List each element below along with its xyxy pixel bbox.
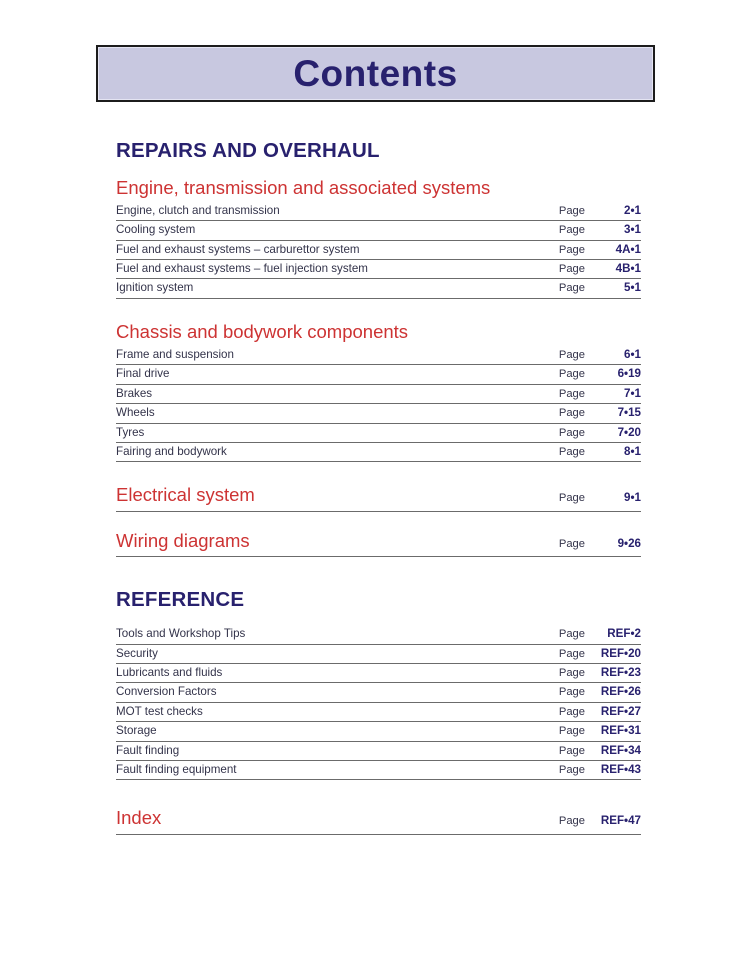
heading-page-word: Page bbox=[558, 815, 585, 828]
entry-page-ref: 3•1 bbox=[624, 223, 641, 237]
entry-page-word: Page bbox=[558, 349, 585, 362]
table-row[interactable] bbox=[116, 722, 641, 741]
entry-label: Engine, clutch and transmission bbox=[116, 203, 280, 217]
table-row[interactable] bbox=[116, 404, 641, 423]
entry-page-word: Page bbox=[558, 445, 585, 458]
table-row[interactable] bbox=[116, 625, 641, 644]
heading-row-index[interactable] bbox=[116, 807, 641, 834]
entry-page-word: Page bbox=[558, 744, 585, 757]
table-row[interactable] bbox=[116, 683, 641, 702]
entry-label: Fuel and exhaust systems – fuel injection system bbox=[116, 261, 368, 275]
table-row[interactable] bbox=[116, 385, 641, 404]
entry-page-ref: 7•1 bbox=[624, 386, 641, 400]
entry-page-word: Page bbox=[558, 628, 585, 641]
entry-page-ref: 5•1 bbox=[624, 281, 641, 295]
group-engine-transmission bbox=[116, 177, 641, 299]
block-index bbox=[116, 807, 641, 834]
block-wiring-diagrams bbox=[116, 530, 641, 557]
contents-title-banner bbox=[96, 45, 655, 102]
heading-page-ref: 9•1 bbox=[624, 491, 641, 505]
entry-page-ref: REF•26 bbox=[600, 685, 641, 699]
entry-list-reference bbox=[116, 625, 641, 780]
entry-label: Final drive bbox=[116, 367, 170, 381]
group-heading-engine-transmission: Engine, transmission and associated systems bbox=[116, 176, 491, 198]
entry-page-word: Page bbox=[558, 387, 585, 400]
table-row[interactable] bbox=[116, 202, 641, 221]
entry-label: Ignition system bbox=[116, 281, 194, 295]
heading-page-word: Page bbox=[558, 492, 585, 505]
entry-page-ref: 4B•1 bbox=[615, 261, 641, 275]
entry-label: Brakes bbox=[116, 386, 153, 400]
entry-label: Fault finding equipment bbox=[116, 763, 237, 777]
entry-page-word: Page bbox=[558, 368, 585, 381]
entry-page-ref: REF•43 bbox=[600, 763, 641, 777]
entry-page-word: Page bbox=[558, 725, 585, 738]
entry-page-ref: REF•31 bbox=[600, 724, 641, 738]
entry-label: Frame and suspension bbox=[116, 348, 234, 362]
table-row[interactable] bbox=[116, 761, 641, 780]
table-row[interactable] bbox=[116, 221, 641, 240]
entry-page-ref: REF•2 bbox=[607, 627, 641, 641]
entry-page-word: Page bbox=[558, 224, 585, 237]
heading-label: Wiring diagrams bbox=[116, 529, 250, 551]
entry-page-word: Page bbox=[558, 705, 585, 718]
heading-page-ref: 9•26 bbox=[617, 536, 641, 550]
heading-row-electrical-system[interactable] bbox=[116, 484, 641, 511]
table-row[interactable] bbox=[116, 742, 641, 761]
entry-page-ref: 4A•1 bbox=[615, 242, 641, 256]
table-row[interactable] bbox=[116, 443, 641, 462]
entry-label: Security bbox=[116, 646, 158, 660]
entry-label: Fairing and bodywork bbox=[116, 444, 227, 458]
heading-label: Index bbox=[116, 807, 162, 829]
entry-label: Wheels bbox=[116, 406, 155, 420]
entry-label: Lubricants and fluids bbox=[116, 666, 223, 680]
entry-page-ref: 6•19 bbox=[617, 367, 641, 381]
heading-label: Electrical system bbox=[116, 484, 255, 506]
section-heading-repairs-and-overhaul: REPAIRS AND OVERHAUL bbox=[116, 139, 380, 162]
entry-page-ref: 7•15 bbox=[617, 406, 641, 420]
section-heading-reference: REFERENCE bbox=[116, 587, 245, 611]
table-row[interactable] bbox=[116, 645, 641, 664]
entry-page-word: Page bbox=[558, 686, 585, 699]
entry-page-ref: 2•1 bbox=[624, 203, 641, 217]
table-row[interactable] bbox=[116, 279, 641, 298]
heading-page-ref: REF•47 bbox=[600, 814, 641, 828]
entry-label: Conversion Factors bbox=[116, 685, 217, 699]
entry-page-word: Page bbox=[558, 667, 585, 680]
entry-page-word: Page bbox=[558, 282, 585, 295]
table-row[interactable] bbox=[116, 365, 641, 384]
entry-page-word: Page bbox=[558, 764, 585, 777]
entry-page-ref: 8•1 bbox=[624, 444, 641, 458]
heading-page-word: Page bbox=[558, 537, 585, 550]
entry-label: Tools and Workshop Tips bbox=[116, 627, 246, 641]
table-row[interactable] bbox=[116, 260, 641, 279]
entry-page-word: Page bbox=[558, 647, 585, 660]
group-heading-chassis-bodywork: Chassis and bodywork components bbox=[116, 320, 409, 342]
entry-label: MOT test checks bbox=[116, 704, 203, 718]
table-row[interactable] bbox=[116, 241, 641, 260]
entry-page-ref: REF•23 bbox=[600, 666, 641, 680]
block-electrical-system bbox=[116, 484, 641, 511]
entry-page-word: Page bbox=[558, 243, 585, 256]
entry-label: Fuel and exhaust systems – carburettor system bbox=[116, 242, 360, 256]
entry-page-ref: REF•27 bbox=[600, 704, 641, 718]
entry-label: Fault finding bbox=[116, 743, 180, 757]
table-row[interactable] bbox=[116, 424, 641, 443]
heading-row-wiring-diagrams[interactable] bbox=[116, 530, 641, 557]
entry-page-word: Page bbox=[558, 407, 585, 420]
entry-label: Cooling system bbox=[116, 223, 196, 237]
table-row[interactable] bbox=[116, 664, 641, 683]
entry-list-engine-transmission bbox=[116, 202, 641, 299]
table-row[interactable] bbox=[116, 703, 641, 722]
entry-list-chassis-bodywork bbox=[116, 346, 641, 462]
entry-label: Tyres bbox=[116, 425, 145, 439]
entry-page-ref: REF•20 bbox=[600, 646, 641, 660]
page-title: Contents bbox=[293, 53, 458, 94]
group-chassis-bodywork bbox=[116, 321, 641, 463]
entry-page-word: Page bbox=[558, 262, 585, 275]
entry-page-ref: 7•20 bbox=[617, 425, 641, 439]
entry-page-word: Page bbox=[558, 204, 585, 217]
contents-body bbox=[116, 140, 641, 853]
entry-label: Storage bbox=[116, 724, 157, 738]
entry-page-ref: REF•34 bbox=[600, 743, 641, 757]
table-row[interactable] bbox=[116, 346, 641, 365]
entry-page-word: Page bbox=[558, 426, 585, 439]
entry-page-ref: 6•1 bbox=[624, 348, 641, 362]
